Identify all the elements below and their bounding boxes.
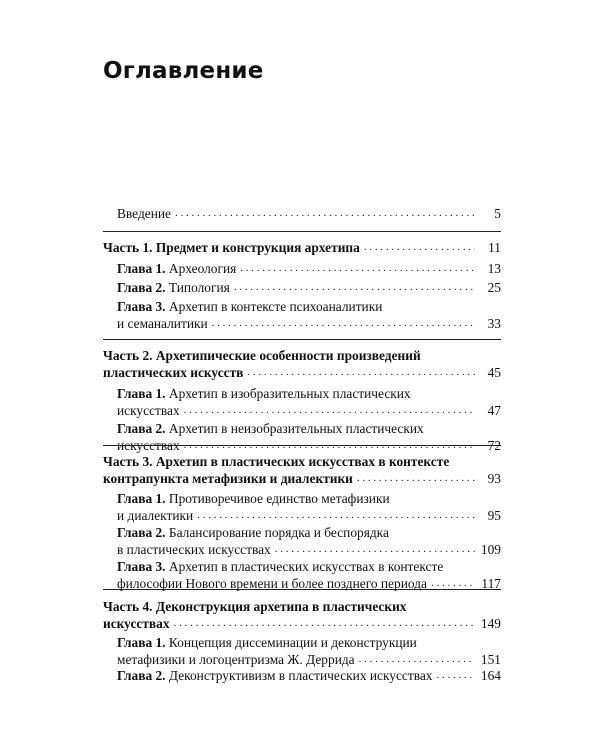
dot-leader	[174, 618, 475, 629]
toc-entry-title: Архетип в пластических искусствах в контексте	[155, 454, 450, 469]
dot-leader	[437, 670, 475, 681]
toc-entry-title: Балансирование порядка и беспорядка	[168, 525, 389, 540]
part-label: Часть 4.	[103, 599, 153, 614]
page-number: 72	[487, 438, 501, 453]
page-number: 93	[487, 471, 501, 486]
dot-leader	[240, 263, 475, 274]
divider	[103, 339, 501, 340]
dot-leader	[431, 578, 475, 589]
toc-entry-title: Деконструктивизм в пластических искусствах	[168, 668, 433, 683]
dot-leader	[197, 510, 475, 521]
part-label: Часть 3.	[103, 454, 153, 469]
page-number: 33	[487, 316, 501, 331]
toc-entry-title-cont: искусствах	[117, 438, 180, 453]
page-number: 95	[487, 508, 501, 523]
toc-entry-title-cont: метафизики и логоцентризма Ж. Деррида	[117, 652, 355, 667]
toc-entry-part-1-chapter-2[interactable]	[117, 279, 501, 296]
page-number: 109	[480, 542, 501, 557]
toc-entry-part-4[interactable]	[103, 598, 501, 632]
toc-entry-title: Противоречивое единство метафизики	[168, 491, 390, 506]
page-number: 25	[487, 280, 501, 295]
page-title: Оглавление	[103, 58, 264, 84]
chapter-label: Глава 1.	[117, 635, 166, 650]
chapter-label: Глава 3.	[117, 299, 166, 314]
toc-entry-title-cont: философии Нового времени и более позднего периода	[117, 576, 427, 591]
chapter-label: Глава 1.	[117, 491, 166, 506]
toc-entry-part-1[interactable]	[103, 239, 501, 256]
toc-entry-title-cont: искусствах	[117, 403, 180, 418]
toc-entry-title: Концепция диссеминации и деконструкции	[168, 635, 417, 650]
toc-entry-title-cont: в пластических искусствах	[117, 542, 271, 557]
page-number: 151	[480, 652, 501, 667]
dot-leader	[234, 282, 475, 293]
toc-entry-part-2-chapter-2[interactable]	[117, 420, 501, 454]
toc-entry-title: Деконструкция архетипа в пластических	[155, 599, 407, 614]
chapter-label: Глава 2.	[117, 280, 166, 295]
toc-entry-title: Архетип в изобразительных пластических	[168, 386, 411, 401]
toc-entry-part-3[interactable]	[103, 453, 501, 487]
dot-leader	[275, 544, 475, 555]
toc-entry-title: Предмет и конструкция архетипа	[155, 240, 360, 255]
toc-entry-title: Типология	[168, 280, 230, 295]
page-number: 164	[480, 668, 501, 683]
dot-leader	[175, 208, 475, 219]
toc-entry-title-cont: и семаналитики	[117, 316, 208, 331]
part-label: Часть 1.	[103, 240, 153, 255]
toc-entry-part-3-chapter-1[interactable]	[117, 490, 501, 524]
toc-entry-title-cont: контрапункта метафизики и диалектики	[103, 471, 353, 486]
chapter-label: Глава 3.	[117, 559, 166, 574]
dot-leader	[247, 367, 475, 378]
divider	[103, 589, 501, 590]
toc-entry-part-4-chapter-1[interactable]	[117, 634, 501, 668]
toc-entry-title: Архетип в контексте психоаналитики	[168, 299, 383, 314]
dot-leader	[357, 473, 475, 484]
toc-entry-part-2[interactable]	[103, 347, 501, 381]
dot-leader	[212, 318, 475, 329]
toc-entry-title-cont: искусствах	[103, 616, 170, 631]
toc-entry-part-3-chapter-2[interactable]	[117, 524, 501, 558]
toc-entry-title: Археология	[168, 261, 237, 276]
dot-leader	[364, 242, 475, 253]
chapter-label: Глава 2.	[117, 421, 166, 436]
page-number: 13	[487, 261, 501, 276]
toc-entry-title: Введение	[117, 206, 171, 221]
page-number: 5	[494, 206, 501, 221]
page-number: 149	[480, 616, 501, 631]
chapter-label: Глава 1.	[117, 386, 166, 401]
toc-entry-intro[interactable]	[117, 205, 501, 222]
toc-entry-title-cont: пластических искусств	[103, 365, 244, 380]
dot-leader	[184, 405, 475, 416]
page-number: 117	[481, 576, 501, 591]
toc-entry-part-1-chapter-1[interactable]	[117, 260, 501, 277]
toc-entry-part-3-chapter-3[interactable]	[117, 558, 501, 592]
page-number: 47	[487, 403, 501, 418]
divider	[103, 231, 501, 232]
chapter-label: Глава 1.	[117, 261, 166, 276]
toc-entry-part-2-chapter-1[interactable]	[117, 385, 501, 419]
toc-entry-part-1-chapter-3[interactable]	[117, 298, 501, 332]
chapter-label: Глава 2.	[117, 668, 166, 683]
toc-entry-title: Архетипические особенности произведений	[155, 348, 421, 363]
divider	[103, 445, 501, 446]
dot-leader	[359, 654, 475, 665]
toc-entry-title-cont: и диалектики	[117, 508, 194, 523]
toc-entry-title: Архетип в неизобразительных пластических	[168, 421, 424, 436]
page-number: 45	[487, 365, 501, 380]
page-number: 11	[488, 240, 501, 255]
toc-entry-part-4-chapter-2[interactable]	[117, 667, 501, 684]
toc-entry-title: Архетип в пластических искусствах в контексте	[168, 559, 444, 574]
part-label: Часть 2.	[103, 348, 153, 363]
chapter-label: Глава 2.	[117, 525, 166, 540]
